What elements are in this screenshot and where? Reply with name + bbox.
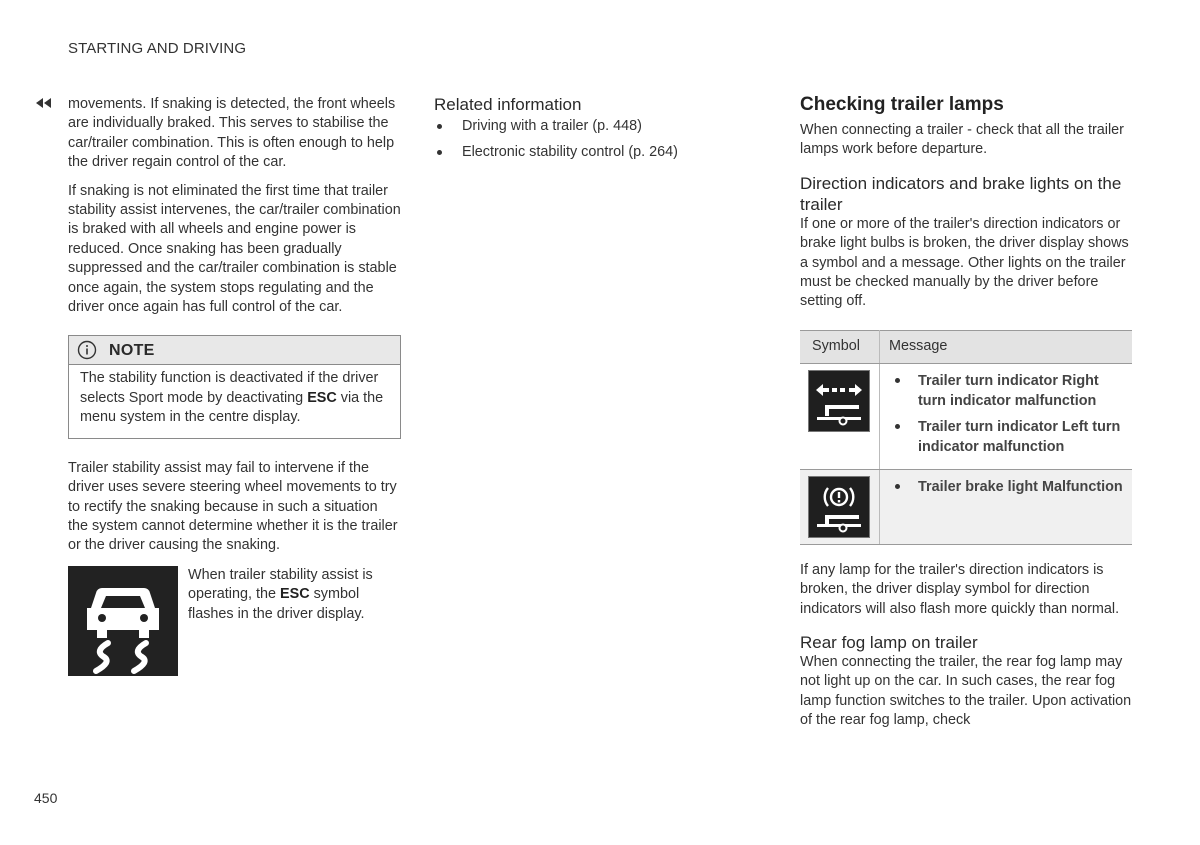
paragraph-rear-fog-lamp: When connecting the trailer, the rear fog lamp may not light up on the car. In such cases, the rear fog lamp function switches to the trailer. Upon activation of the rear fog lamp, check (800, 654, 1132, 729)
paragraph-direction-indicators: If one or more of the trailer's direction indicators or brake light bulbs is broken, the driver display shows a symbol and a message. Other lights on the trailer must be checked manually by the driver before setting off. (800, 215, 1129, 310)
esc-text-start: When trailer stability assist is operating, the (188, 566, 373, 603)
note-text-end: via the menu system in the centre display. (80, 389, 384, 426)
paragraph-assist-may-fail: Trailer stability assist may fail to intervene if the driver uses severe steering wheel movements to try to rectify the snaking because in such a situation the system cannot determine whether it is the trailer or the driver causing the snaking. (68, 459, 398, 554)
note-title: NOTE (109, 341, 155, 359)
info-icon (77, 340, 97, 360)
continued-from-previous-page-icon (34, 96, 54, 110)
table-header-message: Message (880, 330, 1133, 363)
table-header-symbol: Symbol (800, 330, 880, 363)
table-row (800, 363, 1132, 469)
message-brake-light: Trailer brake light Malfunction (889, 477, 1124, 497)
esc-term: ESC (280, 586, 310, 603)
related-information-heading: Related information (434, 95, 582, 114)
trailer-turn-indicator-icon (808, 370, 870, 432)
related-link-driving-with-trailer[interactable]: Driving with a trailer (p. 448) (434, 117, 734, 136)
message-list (889, 371, 1124, 457)
note-body (69, 365, 400, 437)
note-esc-term: ESC (307, 389, 337, 406)
section-title: Checking trailer lamps (800, 94, 1004, 115)
table-cell-message (880, 469, 1133, 544)
trailer-brake-light-icon (808, 476, 870, 538)
esc-symbol-row (68, 566, 401, 676)
esc-symbol-text (188, 566, 401, 676)
paragraph-snaking-braking: movements. If snaking is detected, the front wheels are individually braked. This serves to stabilise the car/trailer combination. This is often enough to help the driver regain control of the car. (68, 96, 396, 171)
column-right (800, 93, 1132, 731)
related-links-list (434, 117, 734, 162)
paragraph-flash-quickly: If any lamp for the trailer's direction indicators is broken, the driver display symbol for direction indicators will also flash more quickly than normal. (800, 561, 1120, 617)
paragraph-snaking-not-eliminated: If snaking is not eliminated the first time that trailer stability assist intervenes, the car/trailer combination is braked with all wheels and engine power is reduced. Once snaking has been gradually suppressed and the car/trailer combination is stable once again, the system stops regulating and the driver once again has full control of the car. (68, 182, 401, 316)
message-left-indicator: Trailer turn indicator Left turn indicator malfunction (889, 417, 1124, 457)
page-number: 450 (34, 790, 58, 806)
subheading-rear-fog-lamp: Rear fog lamp on trailer (800, 633, 978, 653)
running-header: STARTING AND DRIVING (68, 40, 247, 57)
table-cell-symbol (800, 469, 880, 544)
table-cell-message (880, 363, 1133, 469)
table-cell-symbol (800, 363, 880, 469)
symbol-message-table (800, 330, 1132, 545)
note-text-start: The stability function is deactivated if the driver selects Sport mode by deactivating (80, 370, 379, 406)
related-link-electronic-stability-control[interactable]: Electronic stability control (p. 264) (434, 143, 734, 162)
skidding-car-esc-icon (68, 566, 178, 676)
section-intro: When connecting a trailer - check that all the trailer lamps work before departure. (800, 122, 1124, 158)
note-header (69, 336, 400, 365)
column-middle (434, 95, 734, 168)
subheading-direction-indicators: Direction indicators and brake lights on the trailer (800, 173, 1122, 214)
esc-text-end: symbol flashes in the driver display. (188, 586, 365, 622)
table-row (800, 469, 1132, 544)
note-box (68, 335, 401, 438)
message-list (889, 477, 1124, 497)
column-left (68, 95, 401, 676)
message-right-indicator: Trailer turn indicator Right turn indicator malfunction (889, 371, 1124, 411)
